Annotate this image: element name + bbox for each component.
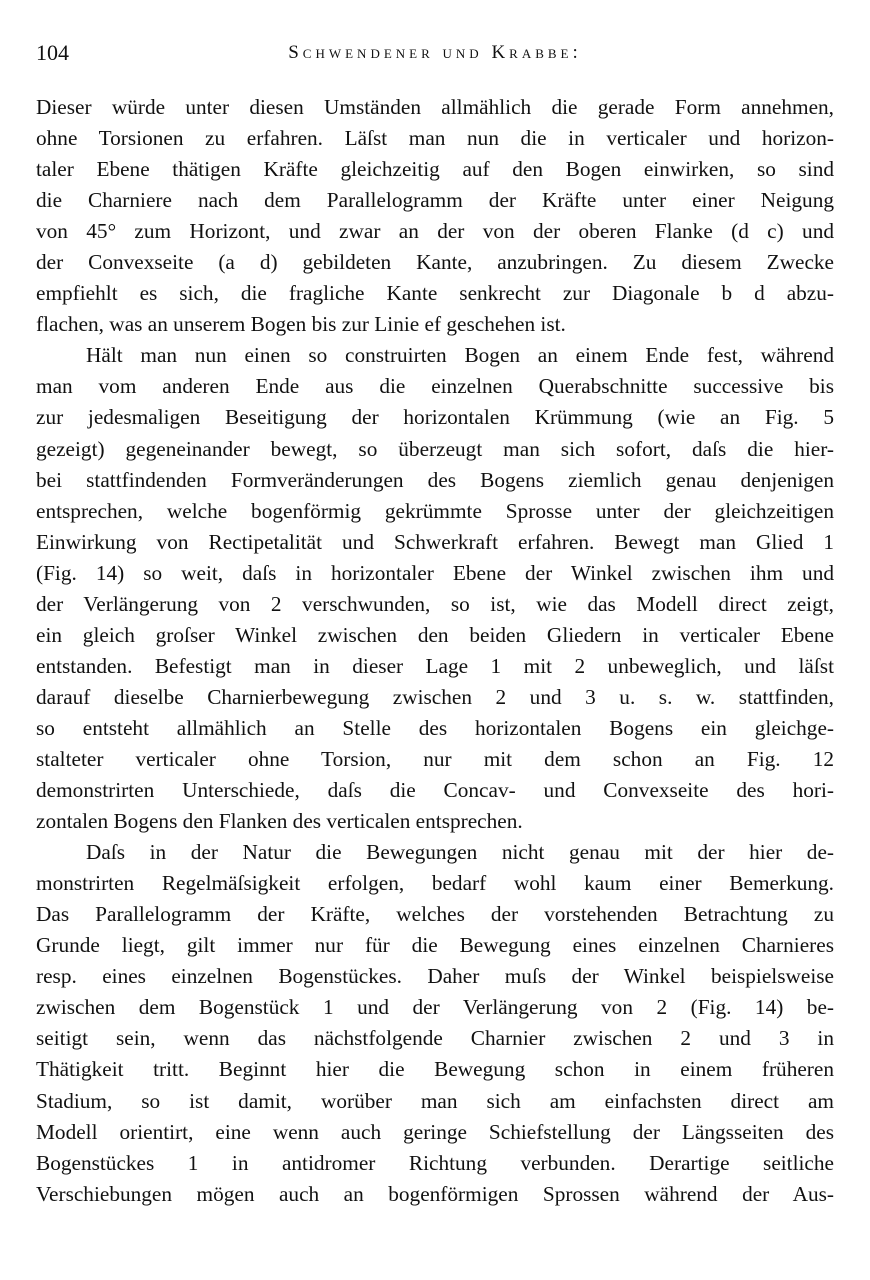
page-number: 104 (36, 40, 69, 65)
text-line: Modell orientirt, eine wenn auch geringe Schiefstellung der Längsseiten des (36, 1119, 834, 1144)
text-line: ein gleich groſser Winkel zwischen den beiden Gliedern in verticaler Ebene (36, 622, 834, 647)
text-line: zontalen Bogens den Flanken des verticalen entsprechen. (36, 809, 523, 834)
text-line: empfiehlt es sich, die fragliche Kante senkrecht zur Diagonale b d abzu- (36, 281, 834, 306)
text-line: stalteter verticaler ohne Torsion, nur mit dem schon an Fig. 12 (36, 746, 834, 771)
text-line: flachen, was an unserem Bogen bis zur Linie ef geschehen ist. (36, 312, 566, 337)
text-line: entstanden. Befestigt man in dieser Lage 1 mit 2 unbeweglich, und läſst (36, 653, 834, 678)
text-line: Verschiebungen mögen auch an bogenförmigen Sprossen während der Aus- (36, 1181, 834, 1206)
body-text (36, 92, 834, 1210)
text-line: Daſs in der Natur die Bewegungen nicht genau mit der hier de- (86, 840, 834, 865)
text-line: Einwirkung von Rectipetalität und Schwerkraft erfahren. Bewegt man Glied 1 (36, 529, 834, 554)
text-line: demonstrirten Unterschiede, daſs die Concav- und Convexseite des hori- (36, 778, 834, 803)
text-line: zwischen dem Bogenstück 1 und der Verlängerung von 2 (Fig. 14) be- (36, 995, 834, 1020)
text-line: Das Parallelogramm der Kräfte, welches der vorstehenden Betrachtung zu (36, 902, 834, 927)
text-line: zur jedesmaligen Beseitigung der horizontalen Krümmung (wie an Fig. 5 (36, 405, 834, 430)
text-line: resp. eines einzelnen Bogenstückes. Daher muſs der Winkel beispielsweise (36, 964, 834, 989)
text-line: ohne Torsionen zu erfahren. Läſst man nun die in verticaler und horizon- (36, 126, 834, 151)
text-line: Hält man nun einen so construirten Bogen an einem Ende fest, während (86, 343, 834, 368)
text-line: entsprechen, welche bogenförmig gekrümmte Sprosse unter der gleichzeitigen (36, 498, 834, 523)
page-header (36, 40, 834, 70)
text-line: Dieser würde unter diesen Umständen allmählich die gerade Form annehmen, (36, 95, 834, 119)
text-line: der Verlängerung von 2 verschwunden, so ist, wie das Modell direct zeigt, (36, 591, 834, 616)
text-line: Bogenstückes 1 in antidromer Richtung verbunden. Derartige seitliche (36, 1150, 834, 1175)
text-line: Stadium, so ist damit, worüber man sich am einfachsten direct am (36, 1088, 834, 1113)
text-line: (Fig. 14) so weit, daſs in horizontaler Ebene der Winkel zwischen ihm und (36, 560, 834, 585)
text-line: von 45° zum Horizont, und zwar an der von der oberen Flanke (d c) und (36, 219, 834, 244)
text-line: man vom anderen Ende aus die einzelnen Querabschnitte successive bis (36, 374, 834, 399)
text-line: gezeigt) gegeneinander bewegt, so überzeugt man sich sofort, daſs die hier- (36, 436, 834, 461)
text-line: Thätigkeit tritt. Beginnt hier die Bewegung schon in einem früheren (36, 1057, 834, 1082)
running-head: Schwendener und Krabbe: (288, 42, 582, 63)
text-line: Grunde liegt, gilt immer nur für die Bewegung eines einzelnen Charnieres (36, 933, 834, 958)
text-line: die Charniere nach dem Parallelogramm der Kräfte unter einer Neigung (36, 188, 834, 213)
text-line: der Convexseite (a d) gebildeten Kante, anzubringen. Zu diesem Zwecke (36, 250, 834, 275)
text-line: taler Ebene thätigen Kräfte gleichzeitig auf den Bogen einwirken, so sind (36, 157, 834, 182)
text-line: so entsteht allmählich an Stelle des horizontalen Bogens ein gleichge- (36, 715, 834, 740)
text-line: darauf dieselbe Charnierbewegung zwischen 2 und 3 u. s. w. stattfinden, (36, 684, 834, 709)
text-line: bei stattfindenden Formveränderungen des Bogens ziemlich genau denjenigen (36, 467, 834, 492)
text-line: monstrirten Regelmäſsigkeit erfolgen, bedarf wohl kaum einer Bemerkung. (36, 871, 834, 896)
text-line: seitigt sein, wenn das nächstfolgende Charnier zwischen 2 und 3 in (36, 1026, 834, 1051)
